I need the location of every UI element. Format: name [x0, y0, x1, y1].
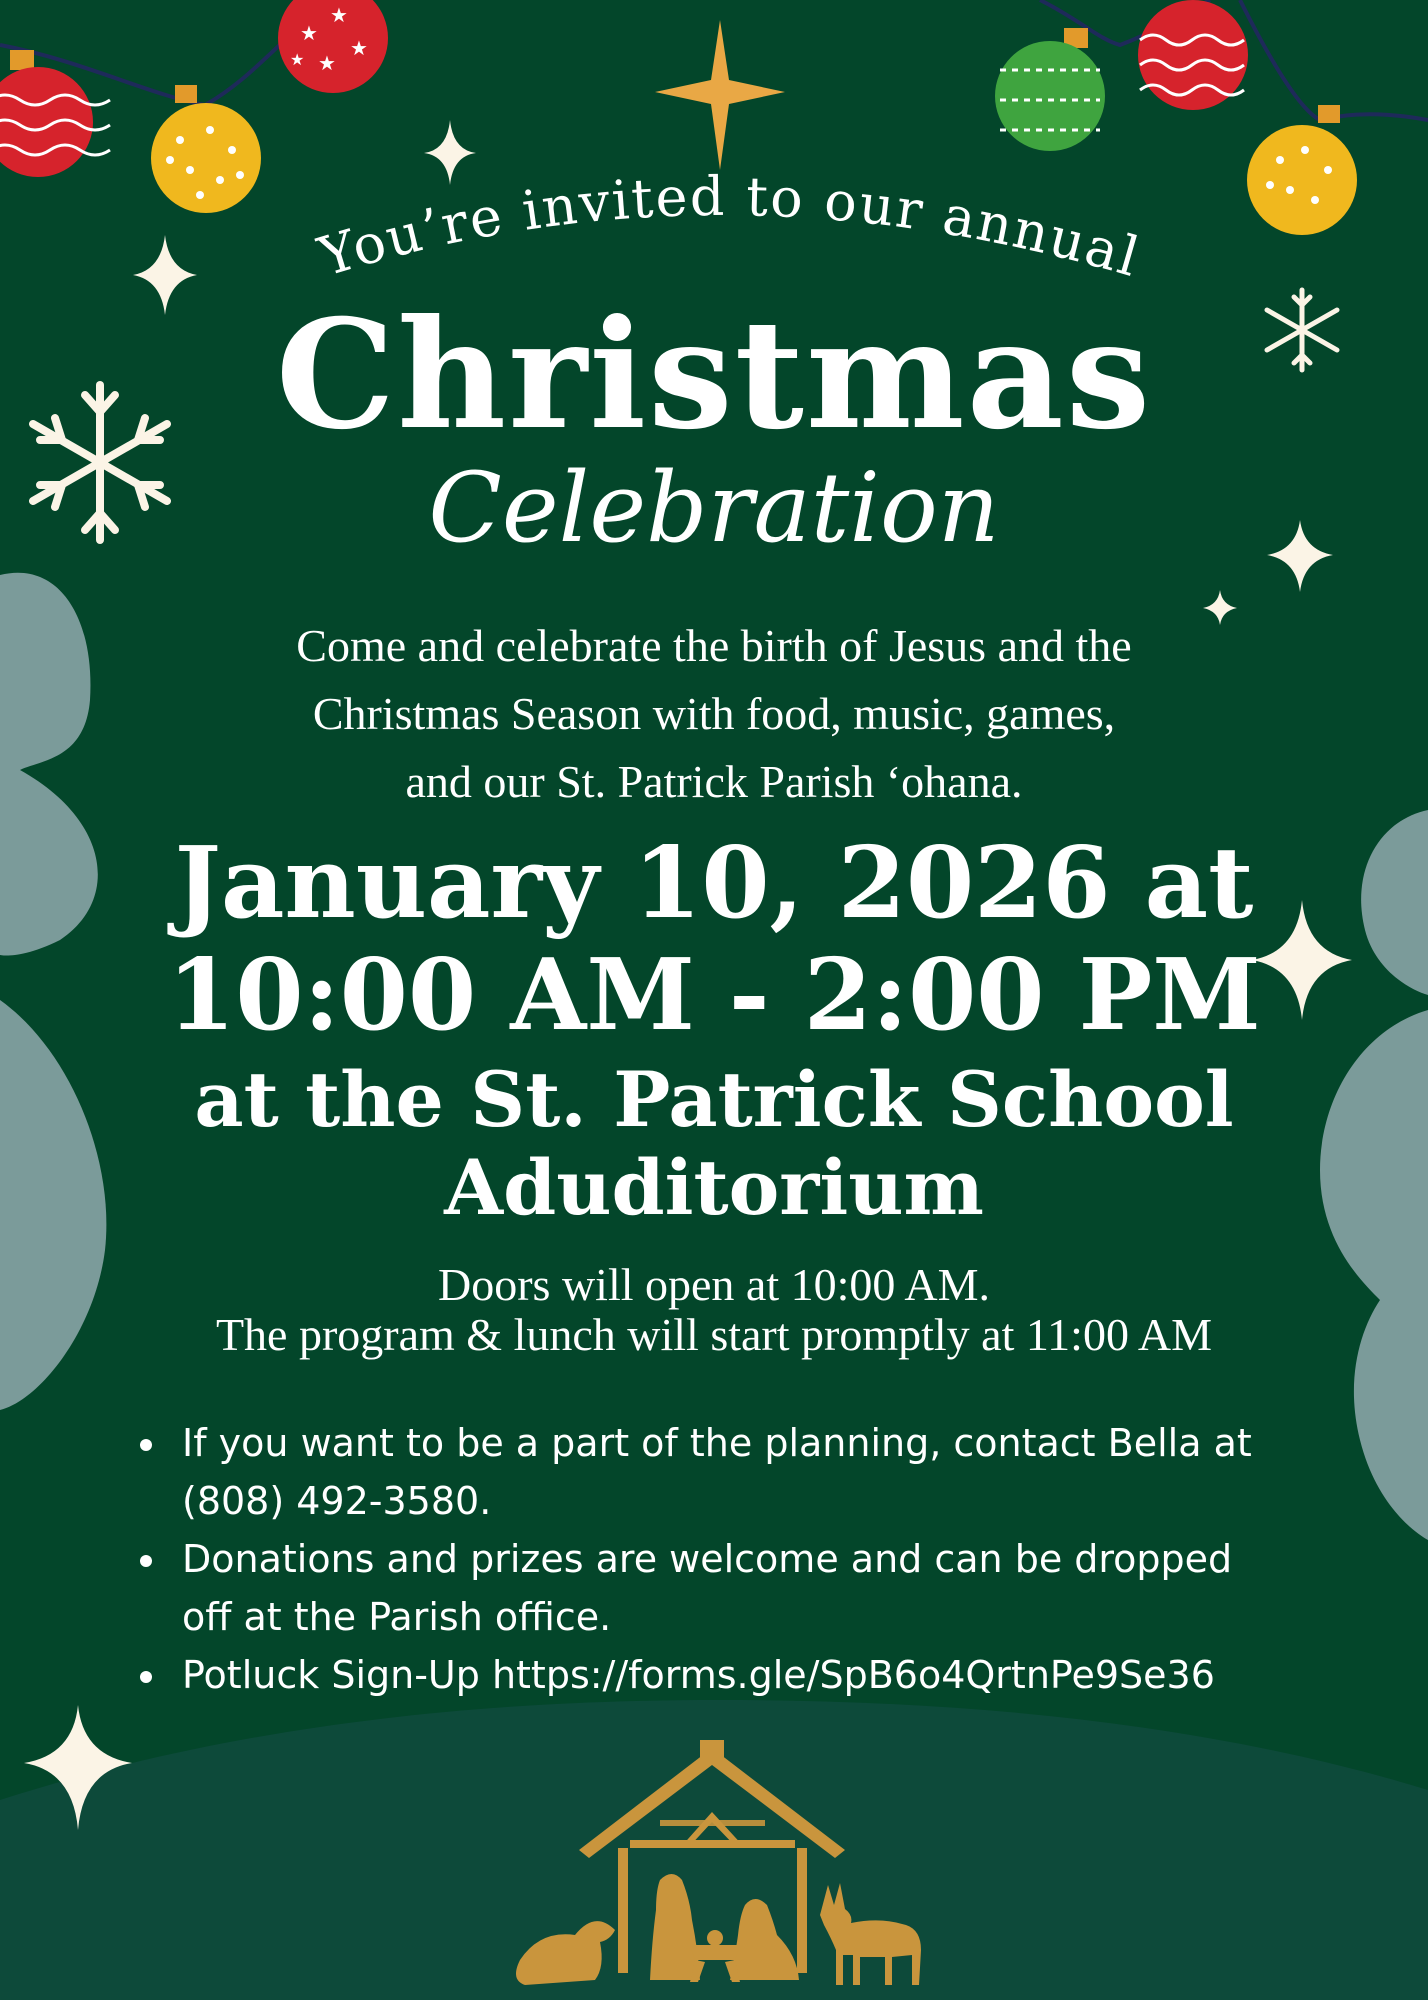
time-line: 10:00 AM - 2:00 PM	[167, 938, 1261, 1053]
intro-line: Come and celebrate the birth of Jesus and the	[296, 620, 1132, 671]
venue-line: Aduditorium	[444, 1143, 984, 1232]
note-line: off at the Parish office.	[182, 1595, 612, 1639]
svg-text:★: ★	[300, 21, 318, 45]
event-subtitle: Celebration	[428, 452, 1000, 564]
svg-text:★: ★	[350, 36, 368, 60]
doors-line: Doors will open at 10:00 AM.	[438, 1259, 990, 1310]
intro-line: and our St. Patrick Parish ‘ohana.	[405, 756, 1023, 807]
note-line: (808) 492-3580.	[182, 1479, 492, 1523]
note-line: • Donations and prizes are welcome and can be dropped	[182, 1537, 1233, 1581]
venue-line: at the St. Patrick School	[194, 1055, 1234, 1144]
note-line: • If you want to be a part of the planning, contact Bella at	[182, 1421, 1252, 1465]
intro-line: Christmas Season with food, music, games,	[312, 688, 1116, 739]
potluck-signup-link[interactable]: • Potluck Sign-Up https://forms.gle/SpB6o4QrtnPe9Se36	[182, 1653, 1215, 1697]
event-title: Christmas	[275, 287, 1153, 463]
svg-text:★: ★	[318, 51, 336, 75]
program-line: The program & lunch will start promptly at 11:00 AM	[215, 1309, 1213, 1360]
date-line: January 10, 2026 at	[174, 826, 1254, 941]
svg-text:★: ★	[330, 3, 348, 27]
invite-line: You’re invited to our annual	[311, 164, 1148, 290]
svg-text:★: ★	[290, 50, 305, 69]
